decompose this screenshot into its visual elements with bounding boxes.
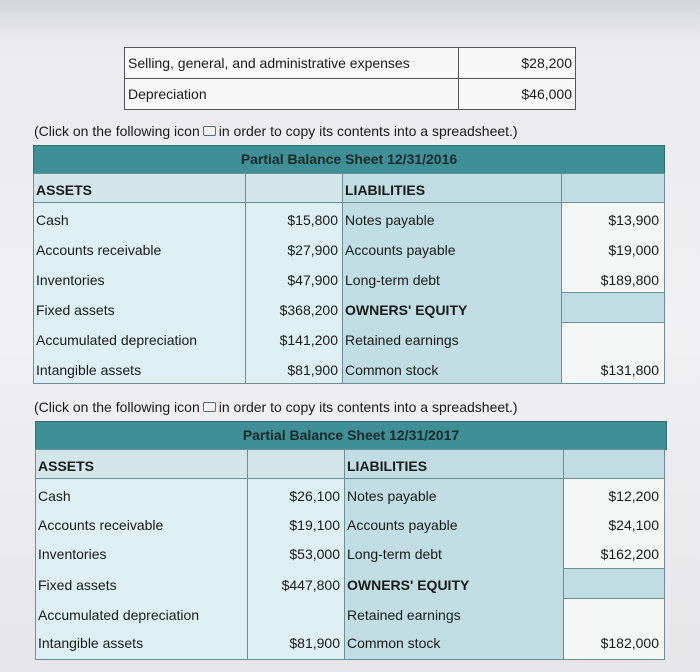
asset-label: Accounts receivable <box>36 242 162 258</box>
liab-label: Common stock <box>345 362 439 378</box>
asset-label: Inventories <box>36 272 105 288</box>
assets-header: ASSETS <box>36 182 93 198</box>
liab-amount: $24,100 <box>608 517 659 533</box>
sheet-title: Partial Balance Sheet 12/31/2016 <box>240 151 458 167</box>
liab-label: Notes payable <box>347 488 437 504</box>
spreadsheet-copy-icon[interactable] <box>203 126 216 136</box>
sheet-title: Partial Balance Sheet 12/31/2017 <box>242 427 460 443</box>
asset-amount: $47,900 <box>287 272 338 288</box>
liab-amount: $19,000 <box>608 242 659 258</box>
row-divider <box>125 78 575 79</box>
liab-amount-header-cell <box>561 173 665 203</box>
assets-column <box>33 202 247 384</box>
liab-label: Retained earnings <box>347 607 461 623</box>
expenses-table <box>124 47 576 110</box>
liabilities-column <box>344 478 565 660</box>
equity-blank-cell <box>563 568 665 600</box>
amount-header-cell <box>245 173 344 203</box>
liab-label: Long-term debt <box>345 272 440 288</box>
equity-blank-cell <box>561 292 665 324</box>
balance-sheet-2016 <box>33 145 663 385</box>
liab-amount: $182,000 <box>600 635 659 651</box>
asset-label: Cash <box>38 488 71 504</box>
column-divider <box>458 48 459 109</box>
asset-amount: $19,100 <box>289 517 340 533</box>
liab-amount: $189,800 <box>600 272 659 288</box>
liab-amount: $131,800 <box>600 362 659 378</box>
equity-header: OWNERS' EQUITY <box>347 577 470 593</box>
liab-label: Common stock <box>347 635 441 651</box>
expense-label-sga: Selling, general, and administrative expenses <box>128 55 410 71</box>
asset-label: Fixed assets <box>36 302 115 318</box>
liabilities-column <box>342 202 563 384</box>
asset-label: Intangible assets <box>38 635 144 651</box>
spreadsheet-copy-icon[interactable] <box>203 402 216 412</box>
asset-amount: $81,900 <box>287 362 338 378</box>
instruction-before: (Click on the following icon <box>34 399 200 415</box>
copy-instruction <box>34 399 518 416</box>
liab-label: Accounts payable <box>347 517 458 533</box>
liab-label: Retained earnings <box>345 332 459 348</box>
asset-label: Intangible assets <box>36 362 142 378</box>
asset-amount: $447,800 <box>281 577 340 593</box>
instruction-after: in order to copy its contents into a spreadsheet.) <box>218 399 518 415</box>
asset-amount: $15,800 <box>287 212 338 228</box>
asset-label: Cash <box>36 212 69 228</box>
expense-value-sga: $28,200 <box>521 55 572 71</box>
amount-header-cell <box>247 449 346 479</box>
asset-label: Fixed assets <box>38 577 117 593</box>
asset-amount: $53,000 <box>289 546 340 562</box>
asset-label: Accumulated depreciation <box>38 607 200 623</box>
liab-amount: $162,200 <box>600 546 659 562</box>
assets-header: ASSETS <box>38 458 95 474</box>
liab-amount: $13,900 <box>608 212 659 228</box>
liab-amount: $12,200 <box>608 488 659 504</box>
assets-column <box>35 478 249 660</box>
liabilities-header: LIABILITIES <box>347 458 428 474</box>
liab-label: Accounts payable <box>345 242 456 258</box>
sheet-title-bar <box>35 421 667 450</box>
asset-amount: $26,100 <box>289 488 340 504</box>
instruction-before: (Click on the following icon <box>34 123 200 139</box>
asset-amount-column <box>245 202 344 384</box>
balance-sheet-2017 <box>35 421 665 661</box>
asset-amount: $27,900 <box>287 242 338 258</box>
sheet-title-bar <box>33 145 665 174</box>
liab-amount-header-cell <box>563 449 665 479</box>
copy-instruction <box>34 123 518 140</box>
asset-label: Inventories <box>38 546 107 562</box>
asset-amount: $81,900 <box>289 635 340 651</box>
expense-label-depreciation: Depreciation <box>128 86 207 102</box>
liabilities-header: LIABILITIES <box>345 182 426 198</box>
asset-label: Accumulated depreciation <box>36 332 198 348</box>
instruction-after: in order to copy its contents into a spreadsheet.) <box>218 123 518 139</box>
asset-amount: $141,200 <box>279 332 338 348</box>
equity-header: OWNERS' EQUITY <box>345 302 468 318</box>
liab-label: Notes payable <box>345 212 435 228</box>
asset-amount: $368,200 <box>279 302 338 318</box>
asset-label: Accounts receivable <box>38 517 164 533</box>
asset-amount-column <box>247 478 346 660</box>
expense-value-depreciation: $46,000 <box>521 86 572 102</box>
liab-label: Long-term debt <box>347 546 442 562</box>
